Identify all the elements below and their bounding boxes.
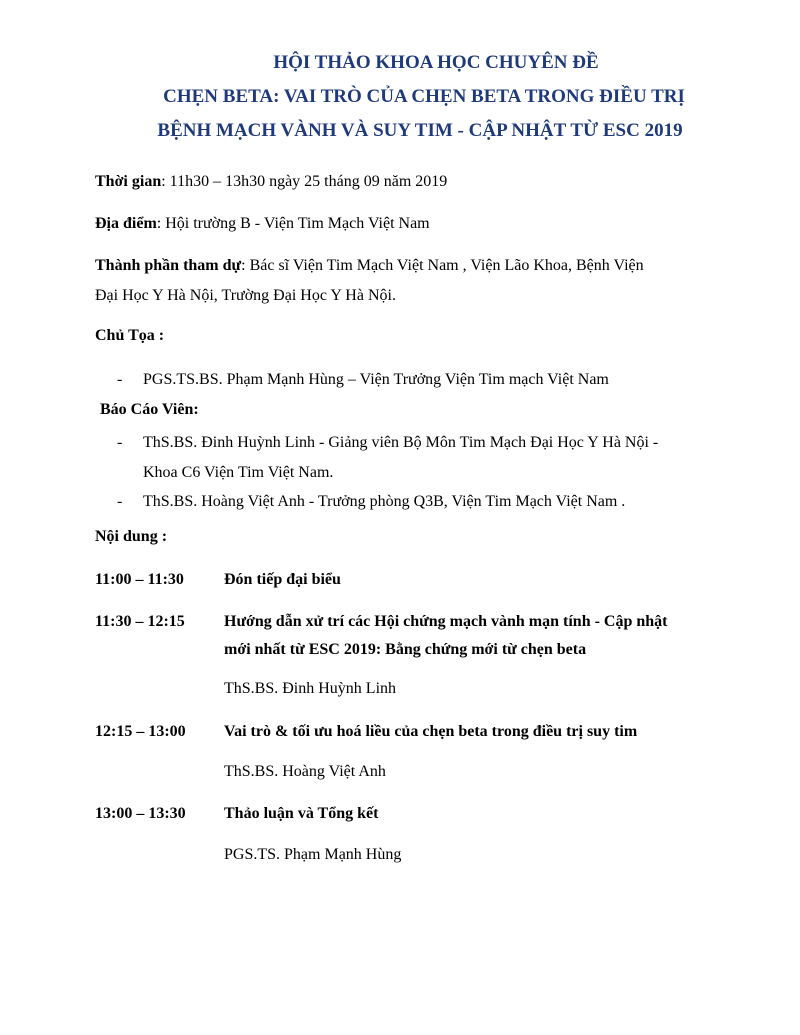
schedule-title: Vai trò & tối ưu hoá liều của chẹn beta trong điều trị suy tim [224,723,638,740]
speaker-1-line2: Khoa C6 Viện Tim Việt Nam. [143,464,334,481]
speaker-2-line1: ThS.BS. Hoàng Việt Anh - Trưởng phòng Q3B, Viện Tim Mạch Việt Nam . [143,493,626,510]
bullet-dash: - [117,371,123,388]
schedule-time: 11:30 – 12:15 [95,613,185,630]
schedule-time: 11:00 – 11:30 [95,571,184,588]
schedule-title: Thảo luận và Tổng kết [224,805,379,822]
speakers-heading: Báo Cáo Viên: [100,401,199,418]
schedule-speaker: ThS.BS. Đinh Huỳnh Linh [224,680,397,697]
chairs-heading: Chủ Tọa : [95,327,165,344]
attendees-label: Thành phần tham dự [95,257,242,274]
schedule-title: Hướng dẫn xử trí các Hội chứng mạch vành mạn tính - Cập nhật [224,613,668,630]
info-attendees [95,256,644,276]
title-line-2: CHẸN BETA: VAI TRÒ CỦA CHẸN BETA TRONG ĐIỀU TRỊ [163,86,685,107]
chair-text: PGS.TS.BS. Phạm Mạnh Hùng – Viện Trưởng Viện Tim mạch Việt Nam [143,371,609,388]
schedule-title: Đón tiếp đại biểu [224,571,341,588]
attendees-value-line2: Đại Học Y Hà Nội, Trường Đại Học Y Hà Nội. [95,287,396,304]
title-line-3: BỆNH MẠCH VÀNH VÀ SUY TIM - CẬP NHẬT TỪ ESC 2019 [157,120,683,141]
bullet-dash: - [117,434,123,451]
speaker-1-line1: ThS.BS. Đinh Huỳnh Linh - Giảng viên Bộ Môn Tim Mạch Đại Học Y Hà Nội - [143,434,659,451]
document-title [0,46,800,148]
location-value: : Hội trường B - Viện Tim Mạch Việt Nam [156,215,430,232]
bullet-dash: - [117,493,123,510]
schedule-title-line2: mới nhất từ ESC 2019: Bằng chứng mới từ chẹn beta [224,641,587,658]
info-time [95,172,447,192]
title-line-1: HỘI THẢO KHOA HỌC CHUYÊN ĐỀ [273,52,599,73]
schedule-time: 12:15 – 13:00 [95,723,186,740]
time-value: : 11h30 – 13h30 ngày 25 tháng 09 năm 2019 [161,173,448,190]
schedule-speaker: PGS.TS. Phạm Mạnh Hùng [224,846,402,863]
location-label: Địa điểm [95,215,157,232]
schedule-time: 13:00 – 13:30 [95,805,186,822]
content-heading: Nội dung : [95,528,168,545]
time-label: Thời gian [95,173,162,190]
attendees-value-line1: : Bác sĩ Viện Tim Mạch Việt Nam , Viện Lão Khoa, Bệnh Viện [241,257,644,274]
info-location [95,214,430,234]
schedule-speaker: ThS.BS. Hoàng Việt Anh [224,763,386,780]
